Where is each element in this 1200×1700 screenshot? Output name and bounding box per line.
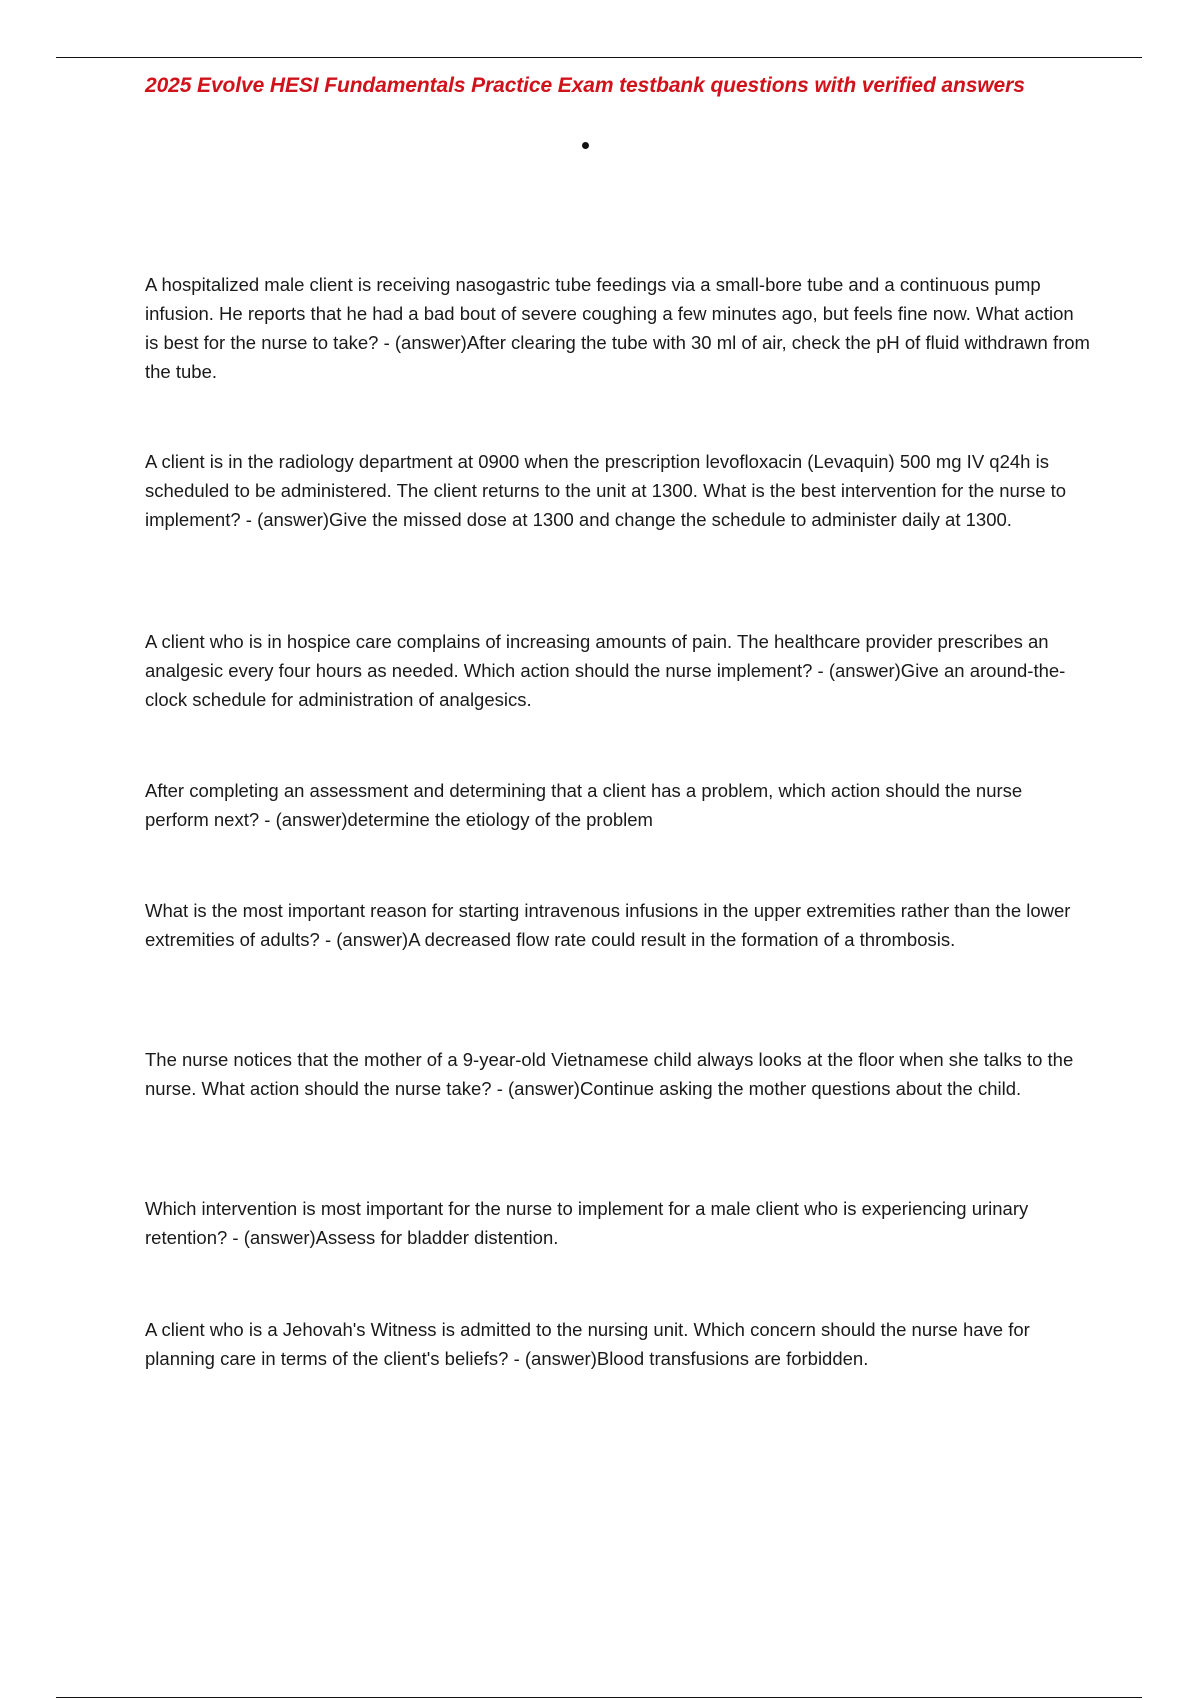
- bullet-point: [582, 142, 589, 149]
- question-answer-item: A client is in the radiology department at 0900 when the prescription levofloxacin (Levaquin) 500 mg IV q24h is scheduled to be administered. The client returns to the unit at 1300. What is the best intervention for the nurse to implement? - (answer)Give the missed dose at 1300 and change the schedule to administer daily at 1300.: [145, 451, 1067, 530]
- top-rule: [56, 57, 1142, 58]
- document-title: 2025 Evolve HESI Fundamentals Practice Exam testbank questions with verified answers: [145, 74, 1025, 97]
- question-answer-item: What is the most important reason for starting intravenous infusions in the upper extremities rather than the lower extremities of adults? - (answer)A decreased flow rate could result in the formation of a thrombosis.: [145, 900, 1071, 950]
- question-answer-item: Which intervention is most important for the nurse to implement for a male client who is experiencing urinary retention? - (answer)Assess for bladder distention.: [145, 1198, 1029, 1248]
- question-answer-item: A client who is in hospice care complains of increasing amounts of pain. The healthcare provider prescribes an analgesic every four hours as needed. Which action should the nurse implement? - (answer)Give an around-the-clock schedule for administration of analgesics.: [145, 631, 1066, 710]
- bottom-rule: [56, 1697, 1142, 1698]
- question-answer-item: A hospitalized male client is receiving nasogastric tube feedings via a small-bore tube and a continuous pump infusion. He reports that he had a bad bout of severe coughing a few minutes ago, but feels fine now. What action is best for the nurse to take? - (answer)After clearing the tube with 30 ml of air, check the pH of fluid withdrawn from the tube.: [145, 274, 1090, 382]
- question-answer-item: The nurse notices that the mother of a 9-year-old Vietnamese child always looks at the floor when she talks to the nurse. What action should the nurse take? - (answer)Continue asking the mother questions about the child.: [145, 1049, 1074, 1099]
- question-answer-item: After completing an assessment and determining that a client has a problem, which action should the nurse perform next? - (answer)determine the etiology of the problem: [145, 780, 1023, 830]
- question-answer-item: A client who is a Jehovah's Witness is admitted to the nursing unit. Which concern should the nurse have for planning care in terms of the client's beliefs? - (answer)Blood transfusions are forbidden.: [145, 1319, 1030, 1369]
